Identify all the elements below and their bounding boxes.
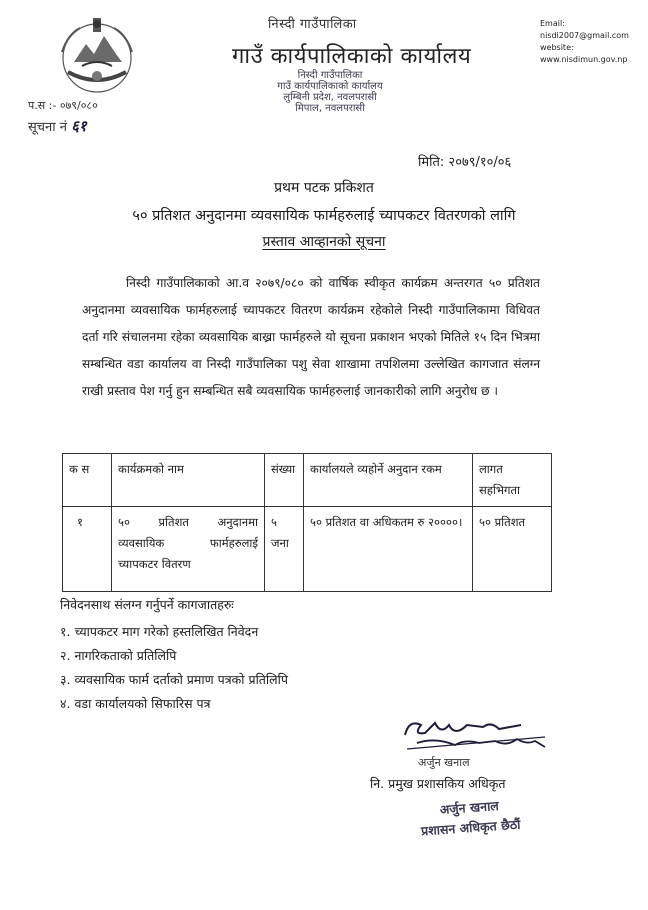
handwritten-signature: [395, 713, 565, 757]
stamp-line: गाउँ कार्यपालिकाको कार्यालय: [277, 81, 383, 92]
list-item: ४. वडा कार्यालयको सिफारिस पत्र: [60, 696, 211, 711]
signer-role: नि. प्रमुख प्रशासकिय अधिकृत: [370, 776, 506, 791]
list-item: ३. व्यवसायिक फार्म दर्ताको प्रमाण पत्रको प्रतिलिपि: [60, 672, 288, 687]
program-table: [62, 453, 552, 592]
stamp-line: निस्दी गाउँपालिका: [297, 70, 363, 81]
attachments-list: [60, 620, 288, 716]
list-item: २. नागरिकताको प्रतिलिपि: [60, 648, 177, 663]
table-row: [63, 507, 552, 592]
stamp-line: लुम्बिनी प्रदेश, नवलपरासी: [283, 92, 377, 103]
attachments-title: निवेदनसाथ संलग्न गर्नुपर्ने कागजातहरुः: [60, 597, 234, 612]
header-subsidy: कार्यालयले व्यहोर्ने अनुदान रकम: [304, 454, 473, 507]
stamp-line: मिपाल, नवलपरासी: [295, 103, 365, 114]
website-value: www.nisdimun.gov.np: [540, 55, 628, 64]
table-header-row: [63, 454, 552, 507]
cell-sn: १: [63, 507, 112, 592]
office-name-main: गाउँ कार्यपालिकाको कार्यालय: [232, 44, 472, 69]
letter-ps: प.स :- ०७९/०८०: [28, 99, 98, 112]
list-item: १. च्यापकटर माग गरेको हस्तलिखित निवेदन: [60, 624, 259, 639]
cell-count: ५ जना: [265, 507, 304, 592]
header-cost-share: लागत सहभिगता: [473, 454, 552, 507]
notice-number-value: ६१: [71, 117, 87, 135]
email-label: Email:: [540, 19, 565, 28]
notice-title: प्रस्ताव आव्हानको सूचना: [262, 234, 386, 250]
signer-name: अर्जुन खनाल: [418, 756, 470, 769]
nepal-emblem-icon: [54, 14, 140, 96]
header-sn: क स: [63, 454, 112, 507]
cell-program: ५० प्रतिशत अनुदानमा व्यवसायिक फार्महरुलाई च्यापकटर वितरण: [112, 507, 265, 592]
cell-cost-share: ५० प्रतिशत: [473, 507, 552, 592]
header-program: कार्यक्रमको नाम: [112, 454, 265, 507]
office-name-small: निस्दी गाउँपालिका: [268, 17, 357, 32]
contact-block: [540, 18, 646, 66]
officer-seal: [394, 793, 546, 843]
first-publication-title: प्रथम पटक प्रकिशत: [274, 180, 374, 196]
cell-subsidy: ५० प्रतिशत वा अधिकतम रु २००००।: [304, 507, 473, 592]
notice-date: मिति: २०७९/१०/०६: [418, 155, 512, 170]
email-value: nisdi2007@gmail.com: [540, 31, 629, 40]
office-stamp: [250, 68, 408, 114]
header-count: संख्या: [265, 454, 304, 507]
notice-number-label: सूचना नं: [28, 120, 67, 135]
seal-name: अर्जुन खनाल: [439, 797, 500, 818]
notice-body: निस्दी गाउँपालिकाको आ.व २०७९/०८० को वार्षिक स्वीकृत कार्यक्रम अन्तरगत ५० प्रतिशत अनुदानमा व्यवसायिक फार्महरुलाई च्यापकटर वितरण कार्यक्रम रहेकोले निस्दी गाउँपालिकामा विधिवत दर्ता गरि संचालनमा रहेका व्यवसायिक बाख्रा फार्महरुले यो सूचना प्रकाशन भएको मितिले १५ दिन भित्रमा सम्बन्धित वडा कार्यालय वा निस्दी गाउँपालिका पशु सेवा शाखामा तपशिलमा उल्लेखित कागजात संलग्न राखी प्रस्ताव पेश गर्नु हुन सम्बन्धित सबै व्यवसायिक फार्महरुलाई जानकारीको लागि अनुरोध छ ।: [82, 276, 540, 398]
notice-number: [28, 116, 87, 136]
website-label: website:: [540, 43, 574, 52]
seal-title: प्रशासन अधिकृत छैठौं: [420, 816, 521, 839]
subject-title: ५० प्रतिशत अनुदानमा व्यवसायिक फार्महरुलाई च्यापकटर वितरणको लागि: [132, 208, 516, 224]
